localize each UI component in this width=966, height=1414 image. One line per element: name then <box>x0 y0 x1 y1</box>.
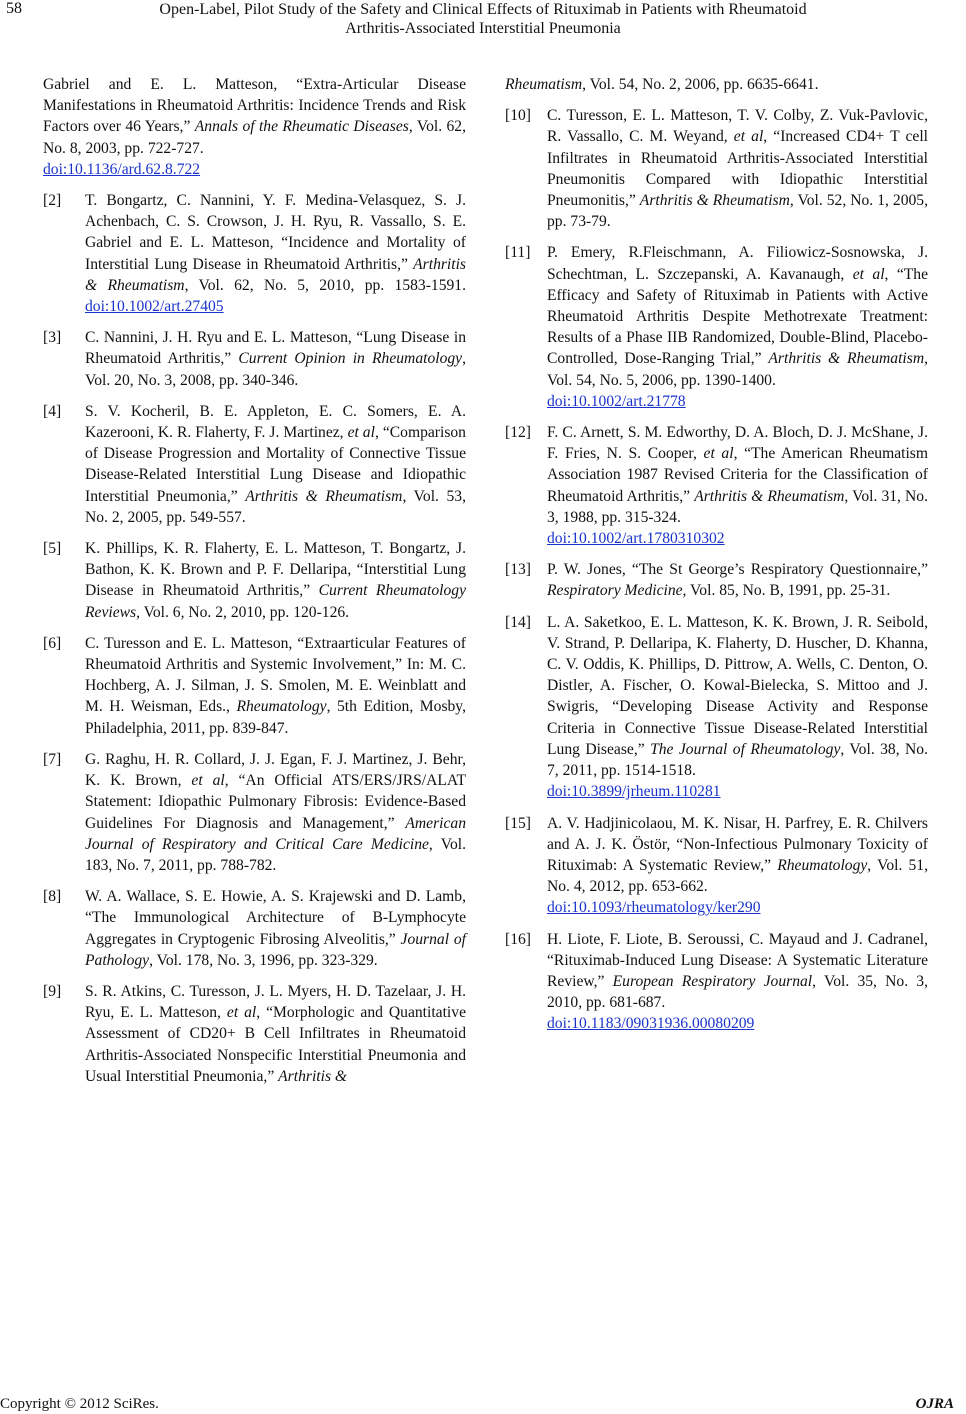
reference-entry <box>505 242 928 412</box>
doi-link[interactable]: doi:10.1002/art.21778 <box>547 392 686 410</box>
page-number: 58 <box>6 0 22 17</box>
running-header-line-1: Open-Label, Pilot Study of the Safety and Clinical Effects of Rituximab in Patients with Rheumatoid <box>159 1 807 18</box>
reference-source-italic: Arthritis & Rheumatism <box>694 487 845 505</box>
reference-number: [13] <box>505 561 531 579</box>
reference-text: , “Morphologic and Quantitative Assessment of CD20+ B Cell Infiltrates in Rheumatoid Arthritis-Associated Nonspecific Interstitial Pneumonia and Usual Interstitial Pneumonia,” <box>85 1004 466 1085</box>
reference-source-italic: Arthritis & Rheumatism <box>639 192 790 210</box>
reference-number: [16] <box>505 930 531 948</box>
doi-line <box>547 1013 928 1034</box>
copyright-notice: Copyright © 2012 SciRes. <box>0 1396 159 1412</box>
reference-source-italic: Current Opinion in Rheumatology <box>238 350 463 368</box>
reference-source-italic: et al <box>191 772 225 790</box>
reference-number: [4] <box>43 402 62 420</box>
reference-source-italic: Arthritis & <box>278 1067 348 1085</box>
reference-text: F. C. Arnett, S. M. Edworthy, D. A. Bloch, D. J. McShane, J. F. Fries, N. S. Cooper, <box>547 424 928 463</box>
reference-source-italic: et al <box>733 128 764 146</box>
doi-line <box>547 391 928 412</box>
reference-source-italic: et al <box>226 1004 257 1022</box>
reference-text: , “The Efficacy and Safety of Rituximab in Patients with Active Rheumatoid Arthritis Despite Methotrexate Treatment: Results of a Phase IIB Randomized, Double-Blind, Placebo-Controlled, Dose-Ranging Trial,” <box>547 265 928 368</box>
reference-text: S. R. Atkins, C. Turesson, J. L. Myers, H. D. Tazelaar, J. H. Ryu, E. L. Matteson, <box>85 982 466 1022</box>
reference-text: L. A. Saketkoo, E. L. Matteson, K. K. Brown, J. R. Seibold, V. Strand, P. Dellaripa, K. Flaherty, D. Huscher, D. Khanna, C. V. Oddis, K. Phillips, D. Pittrow, A. Wells, C. Denton, O. Distler, A. Fischer, O. Kowal-Bielecka, S. Mittoo and J. Swigris, “Developing Disease Activity and Response Criteria in Connective Tissue Disease-Related Interstitial Lung Disease,” <box>547 613 928 758</box>
reference-number: [12] <box>505 424 531 442</box>
reference-text: , 5th Edition, Mosby, Philadelphia, 2011, pp. 839-847. <box>85 698 466 737</box>
reference-source-italic: Arthritis & Rheumatism <box>245 487 403 505</box>
reference-text: Gabriel and E. L. Matteson, “Extra-Articular Disease Manifestations in Rheumatoid Arthritis: Incidence Trends and Risk Factors over 46 Years,” <box>43 76 466 136</box>
reference-text: , “Increased CD4+ T cell Infiltrates in Rheumatoid Arthritis-Associated Interstitial Pneumonitis Compared with Idiopathic Interstitial Pneumonitis,” <box>547 128 928 210</box>
reference-source-italic: American Journal of Respiratory and Critical Care Medicine <box>85 814 466 853</box>
reference-source-italic: et al <box>347 424 375 442</box>
reference-text: , “Comparison of Disease Progression and Mortality of Connective Tissue Disease-Related Interstitial Lung Disease and Idiopathic Interstitial Pneumonia,” <box>85 424 466 505</box>
reference-text: C. Nannini, J. H. Ryu and E. L. Matteson, “Lung Disease in Rheumatoid Arthritis,” <box>85 329 466 368</box>
reference-number: [2] <box>43 192 62 210</box>
reference-source-italic: European Respiratory Journal <box>612 972 813 990</box>
reference-entry <box>505 929 928 1035</box>
reference-text: S. V. Kocheril, B. E. Appleton, E. C. Somers, E. A. Kazerooni, K. R. Flaherty, F. J. Martinez, <box>85 402 466 442</box>
reference-entry <box>43 749 466 876</box>
reference-entry <box>43 538 466 623</box>
reference-text: C. Turesson, E. L. Matteson, T. V. Colby, Z. Vuk-Pavlovic, R. Vassallo, C. M. Weyand, <box>547 107 928 146</box>
reference-source-italic: Annals of the Rheumatic Diseases <box>194 118 409 136</box>
reference-text: T. Bongartz, C. Nannini, Y. F. Medina-Velasquez, S. J. Achenbach, C. S. Crowson, J. H. Ryu, R. Vassallo, S. E. Gabriel and E. L. Matteson, “Incidence and Mortality of Interstitial Lung Disease in Rheumatoid Arthritis,” <box>85 192 466 273</box>
reference-entry <box>505 559 928 601</box>
doi-link[interactable]: doi:10.1183/09031936.00080209 <box>547 1015 755 1033</box>
reference-text: K. Phillips, K. R. Flaherty, E. L. Matteson, T. Bongartz, J. Bathon, K. K. Brown and P. F. Dellaripa, “Interstitial Lung Disease in Rheumatoid Arthritis,” <box>85 540 466 600</box>
reference-number: [3] <box>43 329 62 347</box>
references-column-right <box>505 74 928 1045</box>
reference-number: [9] <box>43 982 62 1000</box>
reference-entry <box>505 74 928 95</box>
reference-entry <box>43 981 466 1087</box>
doi-link[interactable]: doi:10.1002/art.1780310302 <box>547 530 725 548</box>
reference-source-italic: The Journal of Rheumatology <box>650 740 841 758</box>
reference-number: [5] <box>43 540 62 558</box>
reference-text: , Vol. 31, No. 3, 1988, pp. 315-324. <box>547 487 928 526</box>
reference-source-italic: Rheumatology <box>777 856 868 874</box>
reference-source-italic: Respiratory Medicine <box>547 582 683 600</box>
reference-text: , Vol. 62, No. 5, 2010, pp. 1583-1591. <box>184 276 466 294</box>
references-column-left <box>43 74 466 1097</box>
doi-line <box>547 897 928 918</box>
reference-text: , Vol. 62, No. 8, 2003, pp. 722-727. <box>43 118 466 157</box>
doi-line <box>547 528 928 549</box>
reference-source-italic: Arthritis & Rheumatism <box>768 350 925 368</box>
doi-link[interactable]: doi:10.3899/jrheum.110281 <box>547 783 721 801</box>
reference-text: P. Emery, R.Fleischmann, A. Filiowicz-Sosnowska, J. Schechtman, L. Szczepanski, A. Kavanaugh, <box>547 244 928 283</box>
reference-number: [8] <box>43 888 62 906</box>
reference-source-italic: Current Rheumatology Reviews <box>85 582 466 621</box>
reference-text: , “An Official ATS/ERS/JRS/ALAT Statement: Idiopathic Pulmonary Fibrosis: Evidence-Based Guidelines For Diagnosis and Management,” <box>85 772 466 832</box>
reference-entry <box>505 813 928 919</box>
reference-text: , Vol. 20, No. 3, 2008, pp. 340-346. <box>85 350 466 389</box>
reference-number: [6] <box>43 634 62 652</box>
reference-entry <box>505 612 928 803</box>
reference-text: , Vol. 85, No. B, 1991, pp. 25-31. <box>682 582 891 600</box>
doi-line <box>43 159 466 180</box>
reference-source-italic: Arthritis & Rheumatism <box>85 255 466 294</box>
reference-number: [10] <box>505 107 531 125</box>
reference-text: , Vol. 6, No. 2, 2010, pp. 120-126. <box>136 603 350 621</box>
reference-text: , Vol. 53, No. 2, 2005, pp. 549-557. <box>85 487 466 526</box>
reference-text: , Vol. 38, No. 7, 2011, pp. 1514-1518. <box>547 740 928 780</box>
reference-number: [14] <box>505 613 531 631</box>
reference-source-italic: Rheumatism <box>505 76 583 93</box>
reference-text: , Vol. 52, No. 1, 2005, pp. 73-79. <box>547 192 928 231</box>
reference-source-italic: et al <box>703 445 734 463</box>
reference-number: [11] <box>505 244 531 262</box>
doi-link[interactable]: doi:10.1136/ard.62.8.722 <box>43 160 201 178</box>
reference-number: [7] <box>43 750 62 768</box>
reference-text: C. Turesson and E. L. Matteson, “Extraarticular Features of Rheumatoid Arthritis and Systemic Involvement,” In: M. C. Hochberg, A. J. Silman, J. S. Smolen, M. E. Weinblatt and M. H. Weisman, Eds., <box>85 634 466 716</box>
reference-source-italic: Rheumatology <box>236 698 327 716</box>
running-header <box>60 0 906 38</box>
reference-entry <box>505 105 928 232</box>
reference-text: W. A. Wallace, S. E. Howie, A. S. Krajewski and D. Lamb, “The Immunological Architecture of B-Lymphocyte Aggregates in Cryptogenic Fibrosing Alveolitis,” <box>85 888 466 948</box>
reference-entry <box>43 401 466 528</box>
reference-text: , Vol. 54, No. 5, 2006, pp. 1390-1400. <box>547 350 928 389</box>
reference-entry <box>43 327 466 391</box>
reference-text: H. Liote, F. Liote, B. Seroussi, C. Mayaud and J. Cadranel, “Rituximab-Induced Lung Disease: A Systematic Literature Review,” <box>547 930 928 990</box>
reference-entry <box>43 74 466 180</box>
reference-text: , Vol. 35, No. 3, 2010, pp. 681-687. <box>547 972 929 1012</box>
reference-text: P. W. Jones, “The St George’s Respiratory Questionnaire,” <box>547 561 928 579</box>
reference-text: , Vol. 54, No. 2, 2006, pp. 6635-6641. <box>582 76 819 93</box>
reference-entry <box>43 190 466 317</box>
doi-link[interactable]: doi:10.1093/rheumatology/ker290 <box>547 899 761 917</box>
doi-line <box>547 781 928 802</box>
reference-source-italic: et al <box>852 265 885 283</box>
reference-text: , Vol. 178, No. 3, 1996, pp. 323-329. <box>149 951 378 969</box>
reference-text: , Vol. 183, No. 7, 2011, pp. 788-782. <box>85 835 467 874</box>
reference-source-italic: Journal of Pathology <box>85 930 466 969</box>
reference-text: G. Raghu, H. R. Collard, J. J. Egan, F. J. Martinez, J. Behr, K. K. Brown, <box>85 750 466 790</box>
reference-entry <box>43 633 466 739</box>
reference-text: , Vol. 51, No. 4, 2012, pp. 653-662. <box>547 856 928 896</box>
reference-entry <box>505 422 928 549</box>
reference-text: , “The American Rheumatism Association 1987 Revised Criteria for the Classification of Rheumatoid Arthritis,” <box>547 445 928 505</box>
reference-text: A. V. Hadjinicolaou, M. K. Nisar, H. Parfrey, E. R. Chilvers and A. J. K. Östör, “Non-Infectious Pulmonary Toxicity of Rituximab: A Systematic Review,” <box>547 814 928 874</box>
doi-link[interactable]: doi:10.1002/art.27405 <box>85 298 224 316</box>
journal-abbreviation: OJRA <box>915 1396 954 1412</box>
reference-number: [15] <box>505 814 531 832</box>
running-header-line-2: Arthritis-Associated Interstitial Pneumonia <box>345 20 621 37</box>
reference-entry <box>43 886 466 971</box>
